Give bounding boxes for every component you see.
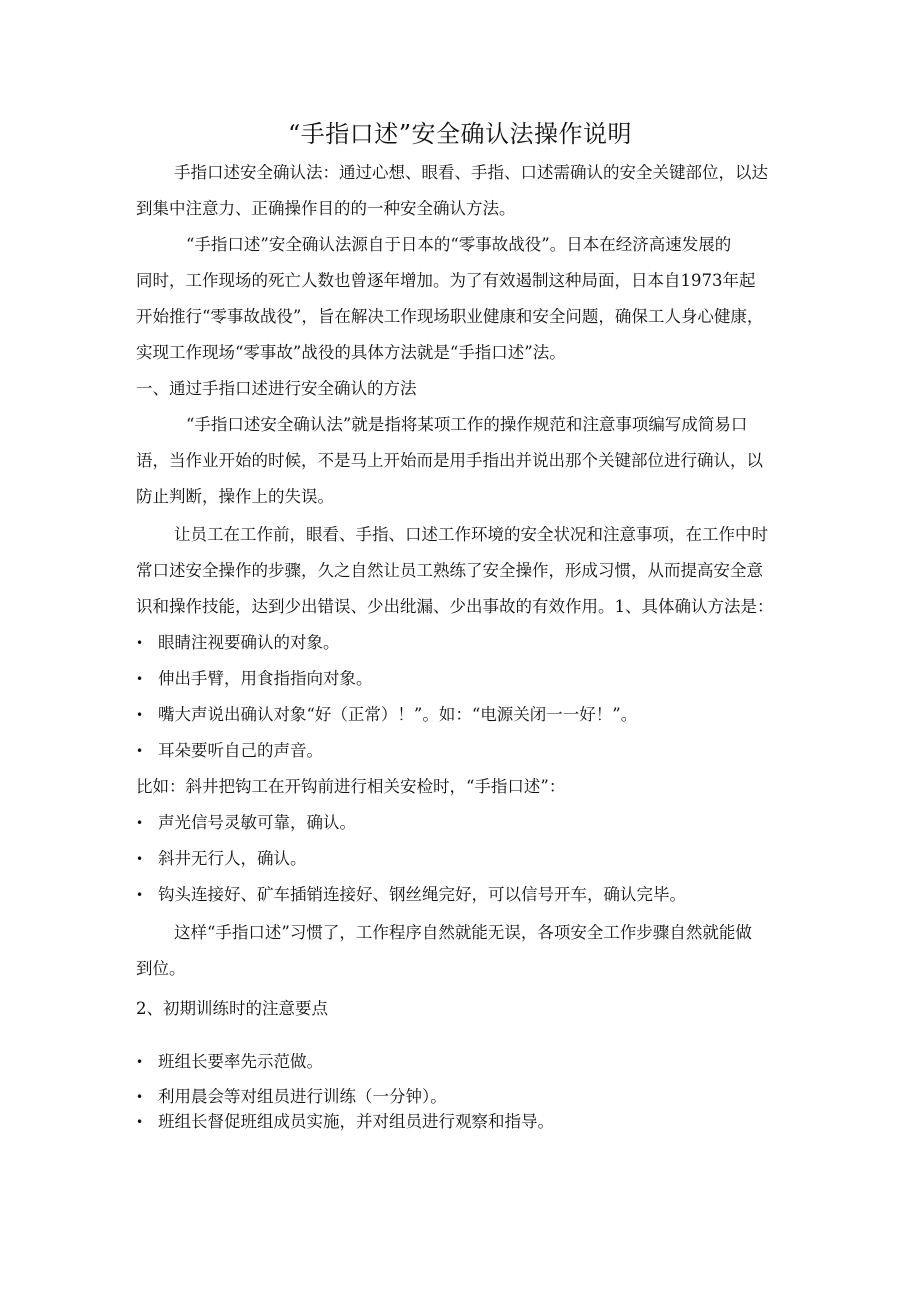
list-item xyxy=(136,1085,796,1109)
staff-line-1: 让员工在工作前，眼看、手指、口述工作环境的安全状况和注意事项，在工作中时 xyxy=(174,525,768,544)
list-item-text: 利用晨会等对组员进行训练（一分钟）。 xyxy=(158,1087,447,1106)
list-item xyxy=(136,811,796,835)
intro-line-1: 手指口述安全确认法：通过心想、眼看、手指、口述需确认的安全关键部位，以达 xyxy=(174,163,768,182)
list-item-text: 斜井无行人，确认。 xyxy=(158,849,307,868)
list-item xyxy=(136,667,796,691)
list-item xyxy=(136,847,796,871)
staff-line-3: 识和操作技能，达到少出错误、少出纰漏、少出事故的有效作用。1、具体确认方法是： xyxy=(136,597,774,616)
list-item-text: 钩头连接好、矿车插销连接好、钢丝绳完好，可以信号开车，确认完毕。 xyxy=(158,885,686,904)
section2-heading: 2、初期训练时的注意要点 xyxy=(136,999,328,1018)
list-item-text: 声光信号灵敏可靠，确认。 xyxy=(158,813,356,832)
section1-heading: 一、通过手指口述进行安全确认的方法 xyxy=(136,379,417,398)
bullet-icon: • xyxy=(136,1115,144,1129)
list-item-text: 眼睛注视要确认的对象。 xyxy=(158,633,340,652)
list-item xyxy=(136,1050,796,1074)
list-item xyxy=(136,703,796,727)
bullet-icon: • xyxy=(136,852,144,866)
habit-line-2: 到位。 xyxy=(136,959,186,978)
origin-line-3: 开始推行“零事故战役”，旨在解决工作现场职业健康和安全问题，确保工人身心健康， xyxy=(136,307,764,326)
bullet-icon: • xyxy=(136,1055,144,1069)
list-item-text: 班组长要率先示范做。 xyxy=(158,1052,323,1071)
bullet-icon: • xyxy=(136,816,144,830)
staff-line-2: 常口述安全操作的步骤，久之自然让员工熟练了安全操作，形成习惯，从而提高安全意 xyxy=(136,561,763,580)
method-line-1: “手指口述安全确认法”就是指将某项工作的操作规范和注意事项编写成简易口 xyxy=(186,415,748,434)
bullet-icon: • xyxy=(136,744,144,758)
bullet-icon: • xyxy=(136,672,144,686)
origin-line-1: “手指口述”安全确认法源自于日本的“零事故战役”。日本在经济高速发展的 xyxy=(186,235,732,254)
method-line-3: 防止判断，操作上的失误。 xyxy=(136,487,334,506)
list-item xyxy=(136,883,796,907)
list-item-text: 耳朵要听自己的声音。 xyxy=(158,741,323,760)
bullet-icon: • xyxy=(136,1090,144,1104)
method-line-2: 语，当作业开始的时候，不是马上开始而是用手指出并说出那个关键部位进行确认，以 xyxy=(136,451,763,470)
list-item-text: 伸出手臂，用食指指向对象。 xyxy=(158,669,373,688)
habit-line-1: 这样“手指口述”习惯了，工作程序自然就能无误，各项安全工作步骤自然就能做 xyxy=(174,923,752,942)
bullet-icon: • xyxy=(136,888,144,902)
list-item xyxy=(136,739,796,763)
intro-line-2: 到集中注意力、正确操作目的的一种安全确认方法。 xyxy=(136,199,516,218)
list-item-text: 嘴大声说出确认对象“好（正常）！”。如：“电源关闭一一好！”。 xyxy=(158,705,638,724)
bullet-icon: • xyxy=(136,708,144,722)
bullet-icon: • xyxy=(136,636,144,650)
example-intro: 比如：斜井把钩工在开钩前进行相关安检时，“手指口述”： xyxy=(136,777,566,796)
list-item xyxy=(136,631,796,655)
list-item xyxy=(136,1110,796,1134)
origin-line-4: 实现工作现场“零事故”战役的具体方法就是“手指口述”法。 xyxy=(136,343,566,362)
list-item-text: 班组长督促班组成员实施，并对组员进行观察和指导。 xyxy=(158,1112,554,1131)
document-title: “手指口述”安全确认法操作说明 xyxy=(287,120,633,148)
origin-line-2: 同时，工作现场的死亡人数也曾逐年增加。为了有效遏制这种局面，日本自1973年起 xyxy=(136,271,756,290)
